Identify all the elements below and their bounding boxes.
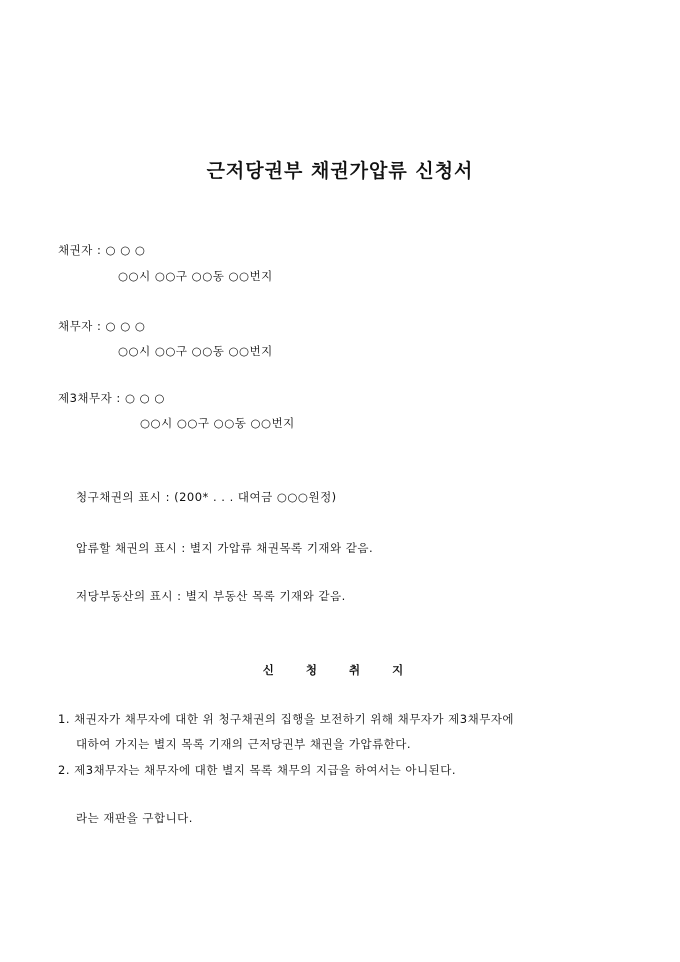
creditor-line: 채권자 : ○ ○ ○ [58,243,146,257]
debtor-line: 채무자 : ○ ○ ○ [58,319,146,333]
creditor-address: ○○시 ○○구 ○○동 ○○번지 [118,269,273,283]
third-debtor-line: 제3채무자 : ○ ○ ○ [58,391,165,405]
closing-statement: 라는 재판을 구합니다. [76,811,193,825]
mortgaged-property-display: 저당부동산의 표시 : 별지 부동산 목록 기재와 같음. [76,589,346,603]
purpose-item-2: 2. 제3채무자는 채무자에 대한 별지 목록 채무의 지급을 하여서는 아니된다. [58,763,457,777]
third-debtor-address: ○○시 ○○구 ○○동 ○○번지 [140,416,295,430]
debtor-address: ○○시 ○○구 ○○동 ○○번지 [118,344,273,358]
purpose-heading: 신 청 취 지 [262,663,418,677]
purpose-item-1-line-2: 대하여 가지는 별지 목록 기재의 근저당권부 채권을 가압류한다. [76,737,412,751]
purpose-item-1-line-1: 1. 채권자가 채무자에 대한 위 청구채권의 집행을 보전하기 위해 채무자가 제3채무자에 [58,712,515,726]
document-title: 근저당권부 채권가압류 신청서 [206,160,474,182]
claim-display: 청구채권의 표시 : (200* . . . 대여금 ○○○원정) [76,490,337,504]
seized-claim-display: 압류할 채권의 표시 : 별지 가압류 채권목록 기재와 같음. [76,541,374,555]
